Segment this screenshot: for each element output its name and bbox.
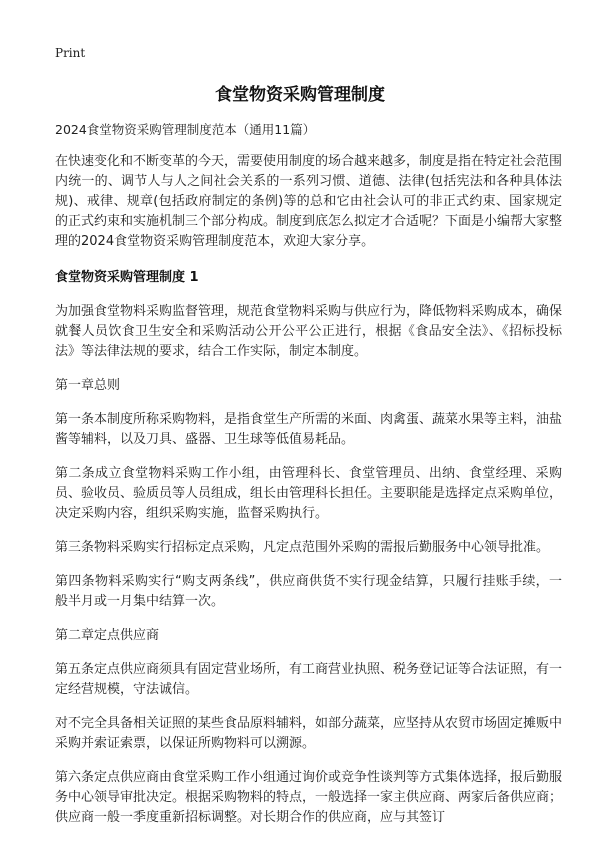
section-heading: 食堂物资采购管理制度 1 [55,270,199,285]
article-paragraph: 第二条成立食堂物料采购工作小组，由管理科长、食堂管理员、出纳、食堂经理、采购员、验收员、验质员等人员组成，组长由管理科长担任。主要职能是选择定点采购单位，决定采购内容，组织采购实施，监督采购执行。 [55,466,563,521]
article-paragraph: 第三条物料采购实行招标定点采购，凡定点范围外采购的需报后勤服务中心领导批准。 [55,540,550,555]
intro-paragraph: 在快速变化和不断变革的今天，需要使用制度的场合越来越多，制度是指在特定社会范围内统一的、调节人与人之间社会关系的一系列习惯、道德、法律(包括宪法和各种具体法规)、戒律、规章(包括政府制定的条例)等的总和它由社会认可的非正式约束、国家规定的正式约束和实施机制三个部分构成。制度到底怎么拟定才合适呢？下面是小编帮大家整理的2024食堂物资采购管理制度范本，欢迎大家分享。 [55,154,563,249]
chapter-heading: 第一章总则 [55,378,121,393]
article-paragraph: 对不完全具备相关证照的某些食品原料辅料，如部分蔬菜，应坚持从农贸市场固定摊贩中采购并索证索票，以保证所购物料可以溯源。 [55,716,563,751]
article-paragraph: 第六条定点供应商由食堂采购工作小组通过询价或竞争性谈判等方式集体选择，报后勤服务中心领导审批决定。根据采购物料的特点，一般选择一家主供应商、两家后备供应商；供应商一般一季度重新招标调整。对长期合作的供应商，应与其签订 [55,770,563,825]
chapter-heading: 第二章定点供应商 [55,628,160,643]
page-title: 食堂物资采购管理制度 [215,85,385,105]
section-intro-paragraph: 为加强食堂物料采购监督管理，规范食堂物料采购与供应行为，降低物料采购成本，确保就餐人员饮食卫生安全和采购活动公开公平公正进行，根据《食品安全法》、《招标投标法》等法律法规的要求，结合工作实际，制定本制度。 [55,304,563,359]
article-paragraph: 第四条物料采购实行“购支两条线”，供应商供货不实行现金结算，只履行挂账手续，一般半月或一月集中结算一次。 [55,574,562,609]
document-subtitle: 2024食堂物资采购管理制度范本（通用11篇） [55,122,316,137]
document-body [55,152,562,842]
article-paragraph: 第五条定点供应商须具有固定营业场所，有工商营业执照、税务登记证等合法证照，有一定经营规模，守法诚信。 [55,662,563,697]
print-link[interactable]: Print [55,46,86,60]
article-paragraph: 第一条本制度所称采购物料，是指食堂生产所需的米面、肉禽蛋、蔬菜水果等主料，油盐酱等辅料，以及刀具、盛器、卫生球等低值易耗品。 [55,412,563,447]
